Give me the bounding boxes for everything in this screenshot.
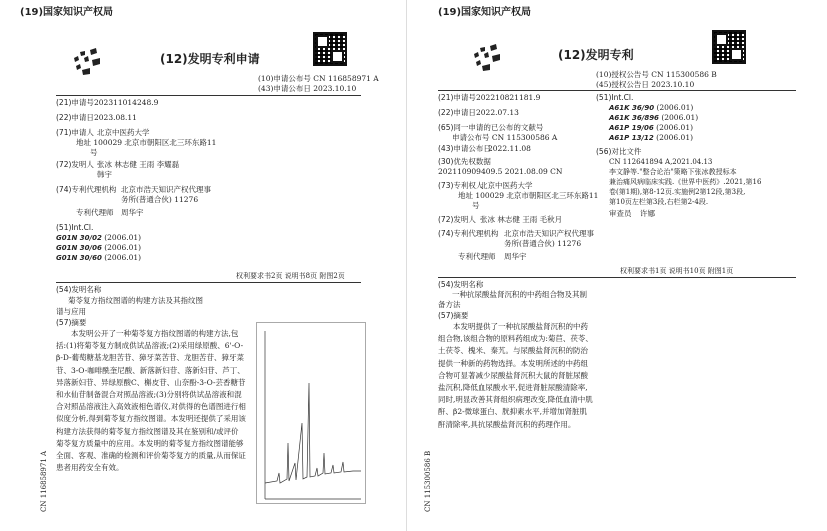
inventor-line: 张冰 林志健 王雨 毛秋月 [480,215,563,224]
abstract-label: (57)摘要 [56,318,87,327]
reference-line: 李文静等."整合论治"策略下张冰教授标本 [609,168,737,176]
invention-title-line: 菊苓复方指纹图谱的构建方法及其指纹图 [68,296,203,305]
agency-label: (74)专利代理机构 [56,185,117,194]
application-number-label: (21)申请号 [438,93,476,102]
examiner-label: 审查员 [609,209,632,218]
abstract-label: (57)摘要 [438,311,469,320]
side-document-number: CN 115300586 B [424,450,432,512]
publication-date: (43)申请公布日 2023.10.10 [258,84,357,93]
invention-title-label: (54)发明名称 [56,285,102,294]
reference-line: 兼治痛风病临床实践.《世界中医药》.2021,第16 [609,178,762,186]
agency-label: (74)专利代理机构 [438,229,499,238]
publication-date: 2022.11.08 [488,144,531,153]
invention-title-line: 谱与应用 [56,307,86,316]
applicant-line: 北京中医药大学 [97,128,150,137]
ipc-entry: A61P 19/06 (2006.01) [609,123,694,132]
qr-code-icon [313,32,347,66]
same-application-number: 申请公布号 CN 115300586 A [452,133,558,142]
reference-line: CN 112641894 A,2021.04.13 [609,158,713,166]
inventor-label: (72)发明人 [438,215,476,224]
ipc-label: (51)Int.Cl. [56,223,94,232]
agent-label: 专利代理师 [76,208,114,217]
qr-code-icon [712,30,746,64]
patentee-label: (73)专利权人 [438,181,484,190]
ipc-label: (51)Int.Cl. [596,93,634,102]
ipc-entry: A61K 36/90 (2006.01) [609,103,694,112]
inventor-label: (72)发明人 [56,160,94,169]
ipc-entry: G01N 30/06 (2006.01) [56,243,142,252]
application-date: 2022.07.13 [476,108,519,117]
abstract-text: 本发明公开了一种菊苓复方指纹图谱的构建方法,包括:(1)将菊苓复方制成供试品溶液;(2)采用绿原酸、6'-O-β-D-葡萄糖基龙胆苦苷、獐牙菜苦苷、龙胆苦苷、獐牙菜苷、3-O-咖啡酰奎尼酸、新落新妇苷、落新妇苷、芦丁、异落新妇苷、异绿原酸C、槲皮苷、山奈酚-3-O-芸香糖苷和水仙苷制备混合对照品溶液;(3)分别将供试品溶液和混合对照品溶液注入高效液相色谱仪,对供得的色谱图进行相似度分析,得到菊苓复方指纹图谱。本发明还提供了采用该构建方法获得的菊苓复方指纹图谱及其在鉴别和/或评价菊苓复方质量中的应用。本发明的菊苓复方指纹图谱能够全面、客观、准确的检测和评价菊苓复方的质量,从而保证患者用药安全有效。 [56,329,246,473]
patent-application-page [0,0,407,531]
section-divider [56,282,361,283]
header-divider [56,95,361,96]
agency-line: 北京市浩天知识产权代理事 [504,229,594,238]
invention-title-label: (54)发明名称 [438,280,484,289]
agent-name: 周华宇 [121,208,144,217]
agency-line: 北京市浩天知识产权代理事 [121,185,211,194]
examiner-name: 许娜 [640,209,655,218]
application-date-label: (22)申请日 [438,108,476,117]
application-number: 202311014248.9 [94,98,159,107]
agent-name: 周华宇 [504,252,527,261]
application-number-label: (21)申请号 [56,98,94,107]
reference-line: 卷(第1期),第8-12页.实施例2第12段,第3段, [609,188,746,196]
patentee-line: 号 [472,201,480,210]
priority-label: (30)优先权数据 [438,157,491,166]
invention-title-line: 备方法 [438,300,461,309]
header-divider [438,90,796,91]
application-number: 202210821181.9 [476,93,541,102]
ipc-entry: A61P 13/12 (2006.01) [609,133,694,142]
ipc-entry: G01N 30/60 (2006.01) [56,253,142,262]
chromatogram-figure [257,323,365,503]
office-header: (19)国家知识产权局 [20,7,114,18]
applicant-label: (71)申请人 [56,128,94,137]
priority-data: 202110909409.5 2021.08.09 CN [438,167,563,176]
grant-date: (45)授权公告日 2023.10.10 [596,80,695,89]
document-kind: (12)发明专利申请 [160,52,260,66]
side-document-number: CN 116858971 A [40,450,48,512]
ipc-entry: A61K 36/896 (2006.01) [609,113,699,122]
applicant-line: 号 [90,148,98,157]
patent-office-emblem-icon [470,40,508,74]
applicant-line: 地址 100029 北京市朝阳区北三环东路11 [76,138,217,147]
document-kind: (12)发明专利 [558,48,634,62]
abstract-figure [256,322,366,504]
patentee-line: 地址 100029 北京市朝阳区北三环东路11 [458,191,599,200]
patentee-line: 北京中医药大学 [480,181,533,190]
inventor-line: 韩宇 [97,170,112,179]
ipc-entry: G01N 30/02 (2006.01) [56,233,142,242]
publication-number: (10)申请公布号 CN 116858971 A [258,74,379,83]
granted-patent-page [416,0,827,531]
application-date-label: (22)申请日 [56,113,94,122]
office-header: (19)国家知识产权局 [438,7,532,18]
references-label: (56)对比文件 [596,147,642,156]
reference-line: 第10页左栏第3段,右栏第2-4段. [609,198,709,206]
page-count-note: 权利要求书2页 说明书8页 附图2页 [236,272,345,280]
inventor-line: 张冰 林志健 王雨 李耀磊 [97,160,180,169]
section-divider [438,277,796,278]
page-count-note: 权利要求书1页 说明书10页 附图1页 [620,267,734,275]
abstract-text: 本发明提供了一种抗尿酸盐肾沉积的中药组合物,该组合物的原料药组成为:菊苣、茯苓、土茯苓、槐米、秦艽。与尿酸盐肾沉积的防治提供一种新的药物选择。本发明所述的中药组合物可显著减少尿酸盐肾沉积大鼠的肾脏尿酸盐沉积,降低血尿酸水平,促进肾脏尿酸清除率,同时,明显改善其肾组织病理改变,降低血清中肌酐、β2-微球蛋白、胱抑素水平,并增加肾脏肌酐清除率,具抗尿酸盐肾沉积的药理作用。 [438,322,593,429]
publication-date-label: (43)申请公布日 [438,144,491,153]
invention-title-line: 一种抗尿酸盐肾沉积的中药组合物及其制 [452,290,587,299]
patent-office-emblem-icon [70,44,108,78]
application-date: 2023.08.11 [94,113,137,122]
agent-label: 专利代理师 [458,252,496,261]
agency-line: 务所(普通合伙) 11276 [504,239,582,248]
grant-number: (10)授权公告号 CN 115300586 B [596,70,717,79]
same-application-label: (65)同一申请的已公布的文献号 [438,123,544,132]
agency-line: 务所(普通合伙) 11276 [121,195,199,204]
